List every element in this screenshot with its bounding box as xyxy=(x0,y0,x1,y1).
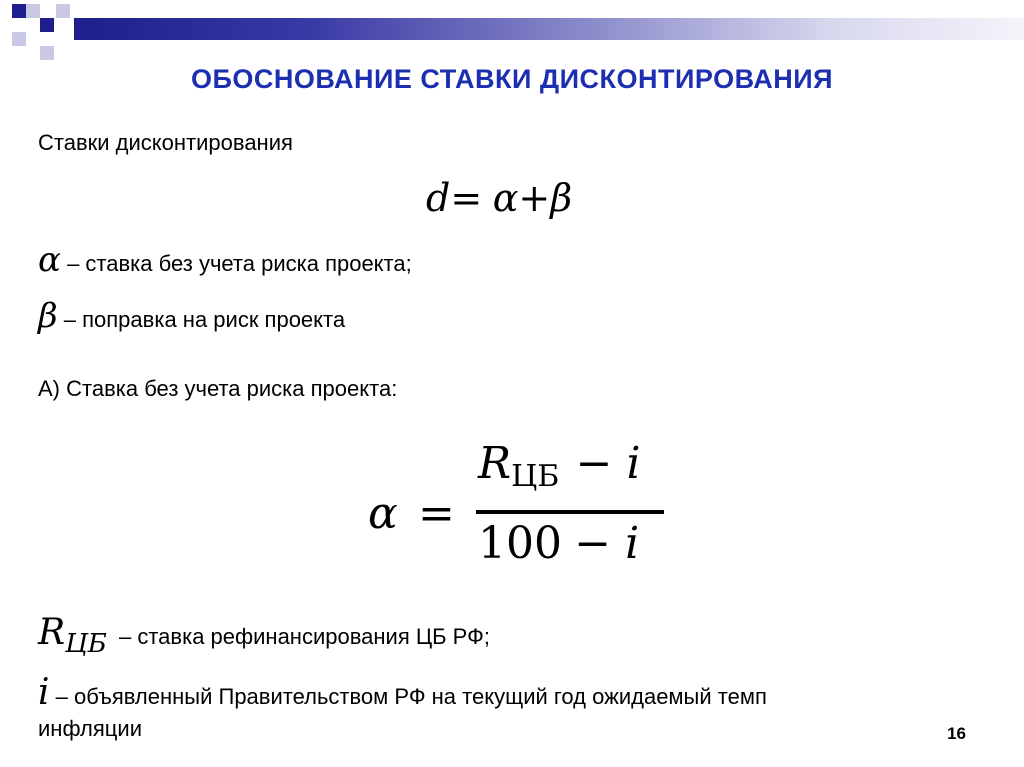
r-symbol: R xyxy=(38,612,66,653)
section-a-heading: А) Ставка без учета риска проекта: xyxy=(38,376,398,401)
decor-square-dark-1 xyxy=(12,4,26,18)
numerator-R: R xyxy=(478,438,512,489)
r-subscript: ЦБ xyxy=(65,629,107,659)
i-text: – объявленный Правительством РФ на текущий год ожидаемый темп xyxy=(49,684,767,709)
slide-title: ОБОСНОВАНИЕ СТАВКИ ДИСКОНТИРОВАНИЯ xyxy=(190,64,834,94)
alpha-formula-numerator xyxy=(478,438,641,494)
i-definition-cont: инфляции xyxy=(38,716,142,741)
alpha-text: – ставка без учета риска проекта; xyxy=(60,251,412,276)
intro-text: Ставки дисконтирования xyxy=(38,130,293,155)
formula-d-lhs: d xyxy=(426,176,451,220)
denominator-100: 100 xyxy=(478,518,562,569)
numerator-sub: ЦБ xyxy=(511,459,560,494)
fraction-bar xyxy=(476,510,664,514)
r-definition xyxy=(38,612,490,659)
header-gradient-bar xyxy=(74,18,1024,40)
formula-d-eq: = xyxy=(450,176,483,220)
page-number: 16 xyxy=(947,724,966,743)
denominator-minus-i: − i xyxy=(574,518,640,569)
r-text: – ставка рефинансирования ЦБ РФ; xyxy=(112,624,490,649)
alpha-formula-alpha: α xyxy=(368,488,398,539)
i-definition xyxy=(38,672,767,713)
alpha-formula-lhs xyxy=(368,488,455,539)
alpha-symbol: α xyxy=(38,240,61,280)
decor-square-light-4 xyxy=(40,46,54,60)
alpha-formula-eq: = xyxy=(417,488,455,539)
formula-d-alpha: α xyxy=(492,176,519,220)
decor-square-light-1 xyxy=(26,4,40,18)
formula-d-beta: β xyxy=(550,176,573,220)
decor-square-light-2 xyxy=(56,4,70,18)
beta-symbol: β xyxy=(38,296,58,336)
beta-definition xyxy=(38,296,345,336)
alpha-formula-denominator xyxy=(478,518,639,569)
formula-d xyxy=(426,176,572,221)
decor-square-dark-2 xyxy=(40,18,54,32)
formula-d-plus: + xyxy=(518,176,551,220)
beta-text: – поправка на риск проекта xyxy=(57,307,346,332)
decor-square-light-3 xyxy=(12,32,26,46)
alpha-definition xyxy=(38,240,412,280)
numerator-minus-i: − i xyxy=(575,438,641,489)
i-symbol: i xyxy=(38,672,50,713)
